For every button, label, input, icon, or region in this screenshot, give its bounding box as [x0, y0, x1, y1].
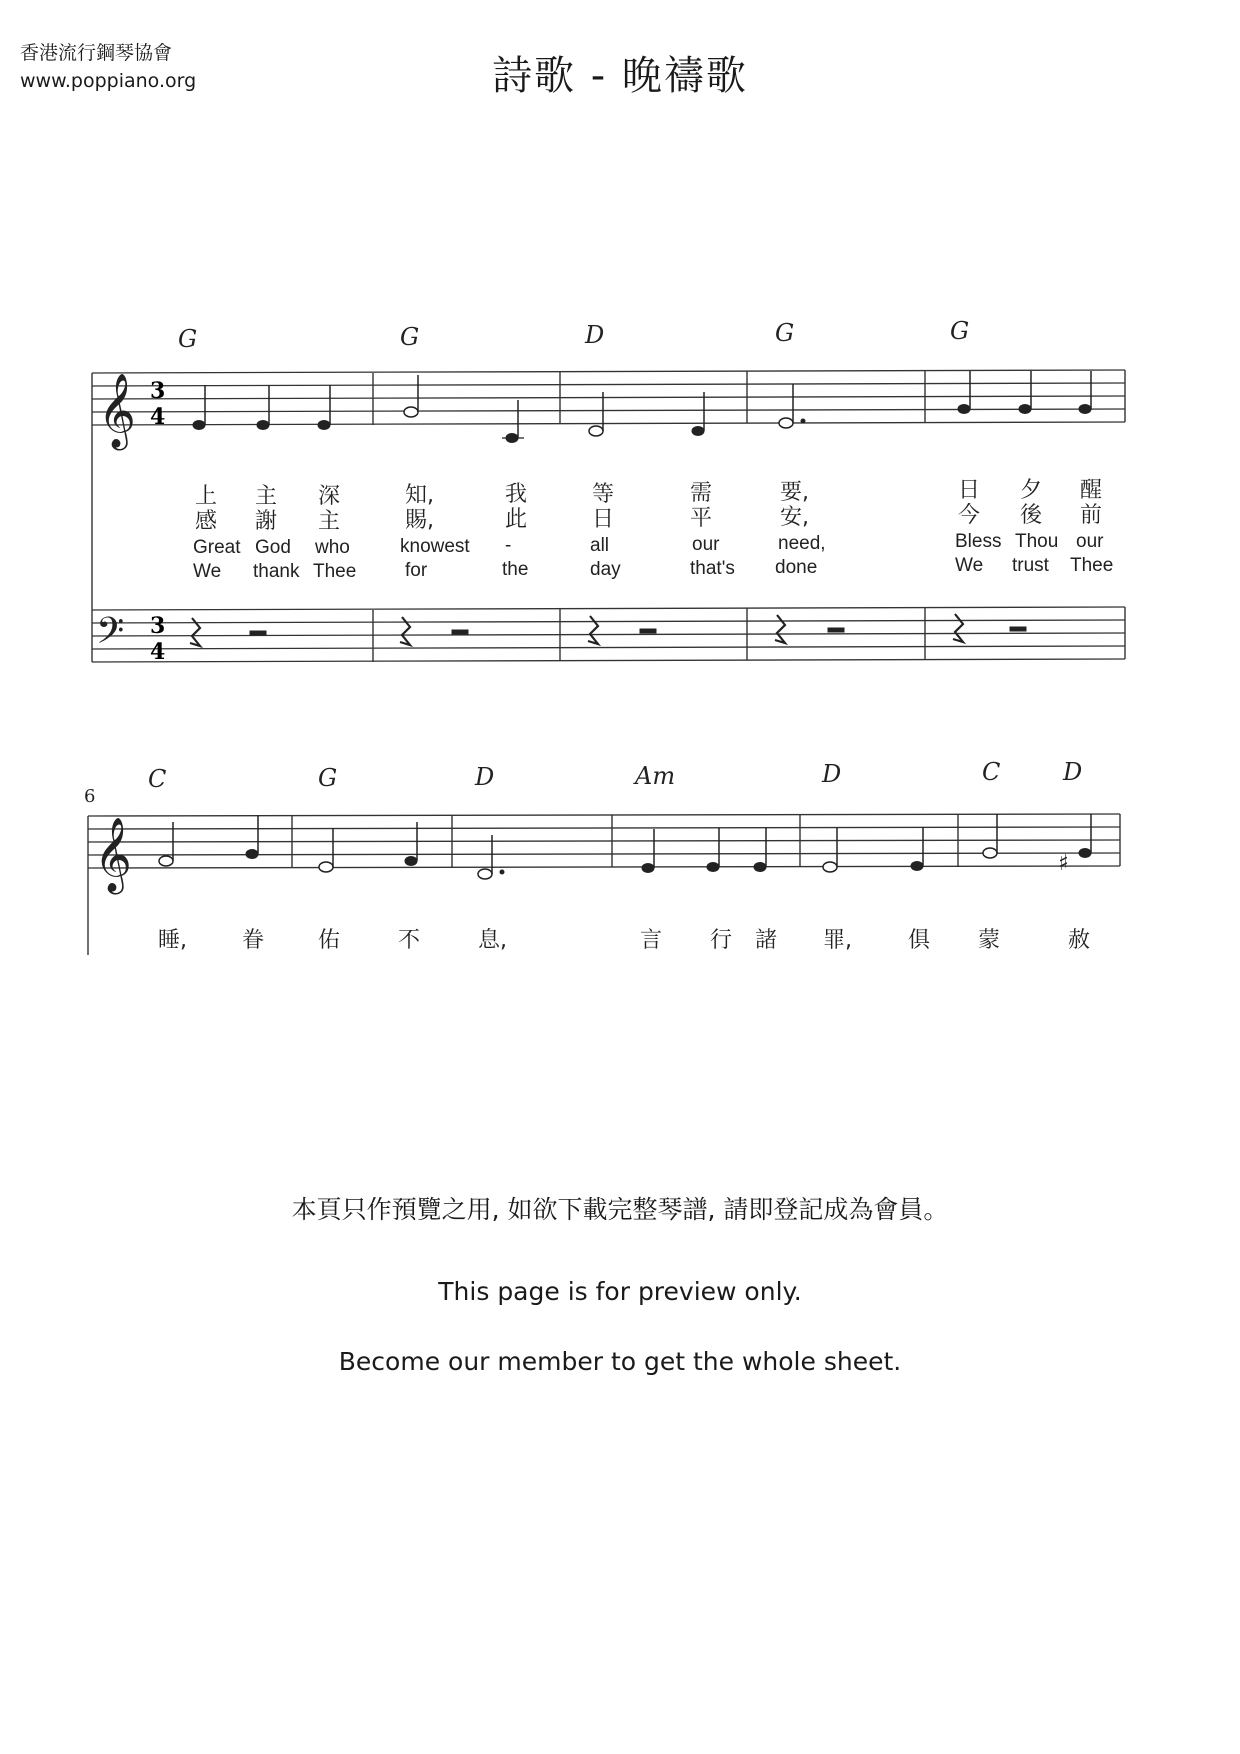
lyric-word: We: [955, 555, 984, 576]
chord-symbol: G: [950, 317, 970, 345]
lyric-syllable: 不: [398, 928, 421, 953]
lyric-word: our: [1076, 531, 1104, 552]
lyric-syllable: 醒: [1080, 478, 1103, 503]
lyric-word: knowest: [400, 536, 470, 557]
site-url[interactable]: www.poppiano.org: [20, 70, 197, 92]
lyric-word: -: [505, 535, 512, 556]
chord-symbol: G: [178, 325, 198, 353]
lyric-word: Great: [193, 537, 241, 558]
lyric-syllable: 俱: [908, 928, 931, 953]
lyric-syllable: 言: [640, 928, 663, 953]
chord-symbol: D: [1063, 758, 1083, 786]
lyric-syllable: 深: [318, 484, 341, 509]
chord-symbol: C: [982, 758, 1001, 786]
chord-symbol: G: [400, 323, 420, 351]
system-1: [92, 317, 1125, 665]
lyric-word: our: [692, 534, 720, 555]
lyric-word: God: [255, 537, 291, 558]
lyric-syllable: 後: [1020, 503, 1043, 528]
chord-symbol: C: [148, 765, 167, 793]
lyric-syllable: 感: [195, 509, 218, 534]
lyric-syllable: 上: [195, 484, 218, 509]
time-signature-top: 3: [150, 613, 166, 639]
time-signature-bottom: 4: [150, 404, 166, 430]
lyric-word: Thou: [1015, 531, 1059, 552]
time-signature-top: 3: [150, 378, 166, 404]
lyrics-zh-system-2: [158, 928, 1090, 953]
notes-system-2: [159, 814, 1091, 879]
notes-system-1: [193, 371, 1091, 443]
bass-staff: [92, 607, 1125, 662]
lyric-syllable: 前: [1080, 503, 1103, 528]
treble-clef-icon: 𝄞: [94, 818, 132, 892]
lyric-syllable: 佑: [318, 928, 341, 953]
lyric-syllable: 安,: [780, 505, 809, 530]
page-title: 詩歌 - 晚禱歌: [492, 53, 748, 99]
bass-rests: [190, 614, 1026, 646]
lyric-syllable: 此: [505, 507, 528, 532]
lyric-syllable: 息,: [478, 928, 507, 953]
lyric-word: Bless: [955, 531, 1002, 552]
sharp-icon: ♯: [1058, 851, 1069, 876]
chord-symbol: G: [775, 319, 795, 347]
lyric-word: all: [590, 535, 610, 556]
lyric-syllable: 諸: [755, 928, 778, 953]
chord-symbol: D: [475, 763, 495, 791]
chord-symbol: D: [822, 760, 842, 788]
preview-notice-en: This page is for preview only.: [438, 1277, 802, 1306]
lyric-word: who: [315, 537, 350, 558]
lyrics-en-verse-1: [193, 531, 1104, 558]
lyric-syllable: 蒙: [978, 928, 1001, 953]
chord-symbol: G: [318, 764, 338, 792]
lyric-syllable: 需: [690, 481, 713, 506]
lyric-syllable: 等: [592, 482, 615, 507]
lyric-syllable: 睡,: [158, 928, 187, 953]
lyric-word: that's: [690, 558, 735, 579]
lyric-word: day: [590, 559, 621, 580]
lyric-word: need,: [778, 533, 826, 554]
chord-symbol: Am: [635, 762, 676, 790]
lyric-syllable: 要,: [780, 480, 809, 505]
lyric-word: thank: [253, 561, 300, 582]
lyric-word: for: [405, 560, 428, 581]
lyric-syllable: 日: [958, 478, 981, 503]
lyric-syllable: 赦: [1068, 928, 1091, 953]
bass-clef-icon: 𝄢: [96, 610, 125, 661]
system-2: [84, 758, 1120, 955]
lyrics-en-verse-2: [193, 555, 1113, 582]
lyric-word: Thee: [1070, 555, 1114, 576]
lyric-syllable: 行: [710, 928, 733, 953]
lyric-word: We: [193, 561, 222, 582]
bar-number: 6: [84, 786, 96, 807]
lyric-syllable: 謝: [255, 509, 278, 534]
treble-clef-icon: 𝄞: [98, 374, 136, 448]
chord-symbol: D: [585, 321, 605, 349]
lyric-syllable: 平: [690, 506, 713, 531]
lyric-syllable: 罪,: [823, 928, 852, 953]
membership-notice: Become our member to get the whole sheet.: [338, 1347, 902, 1376]
lyric-syllable: 夕: [1020, 478, 1043, 503]
preview-cutoff: [0, 955, 1240, 1075]
lyric-syllable: 今: [958, 503, 981, 528]
lyric-word: done: [775, 557, 818, 578]
lyric-word: the: [502, 559, 529, 580]
lyric-syllable: 我: [505, 482, 528, 507]
lyric-syllable: 知,: [405, 483, 434, 508]
time-signature-bottom: 4: [150, 639, 166, 665]
lyric-syllable: 賜,: [405, 508, 434, 533]
lyric-word: Thee: [313, 561, 357, 582]
lyric-syllable: 日: [592, 507, 615, 532]
site-name: 香港流行鋼琴協會: [20, 42, 173, 64]
lyric-syllable: 主: [255, 484, 278, 509]
preview-notice-zh: 本頁只作預覽之用, 如欲下載完整琴譜, 請即登記成為會員。: [291, 1195, 949, 1224]
lyric-word: trust: [1012, 555, 1049, 576]
lyric-syllable: 主: [318, 509, 341, 534]
lyric-syllable: 眷: [242, 928, 265, 953]
